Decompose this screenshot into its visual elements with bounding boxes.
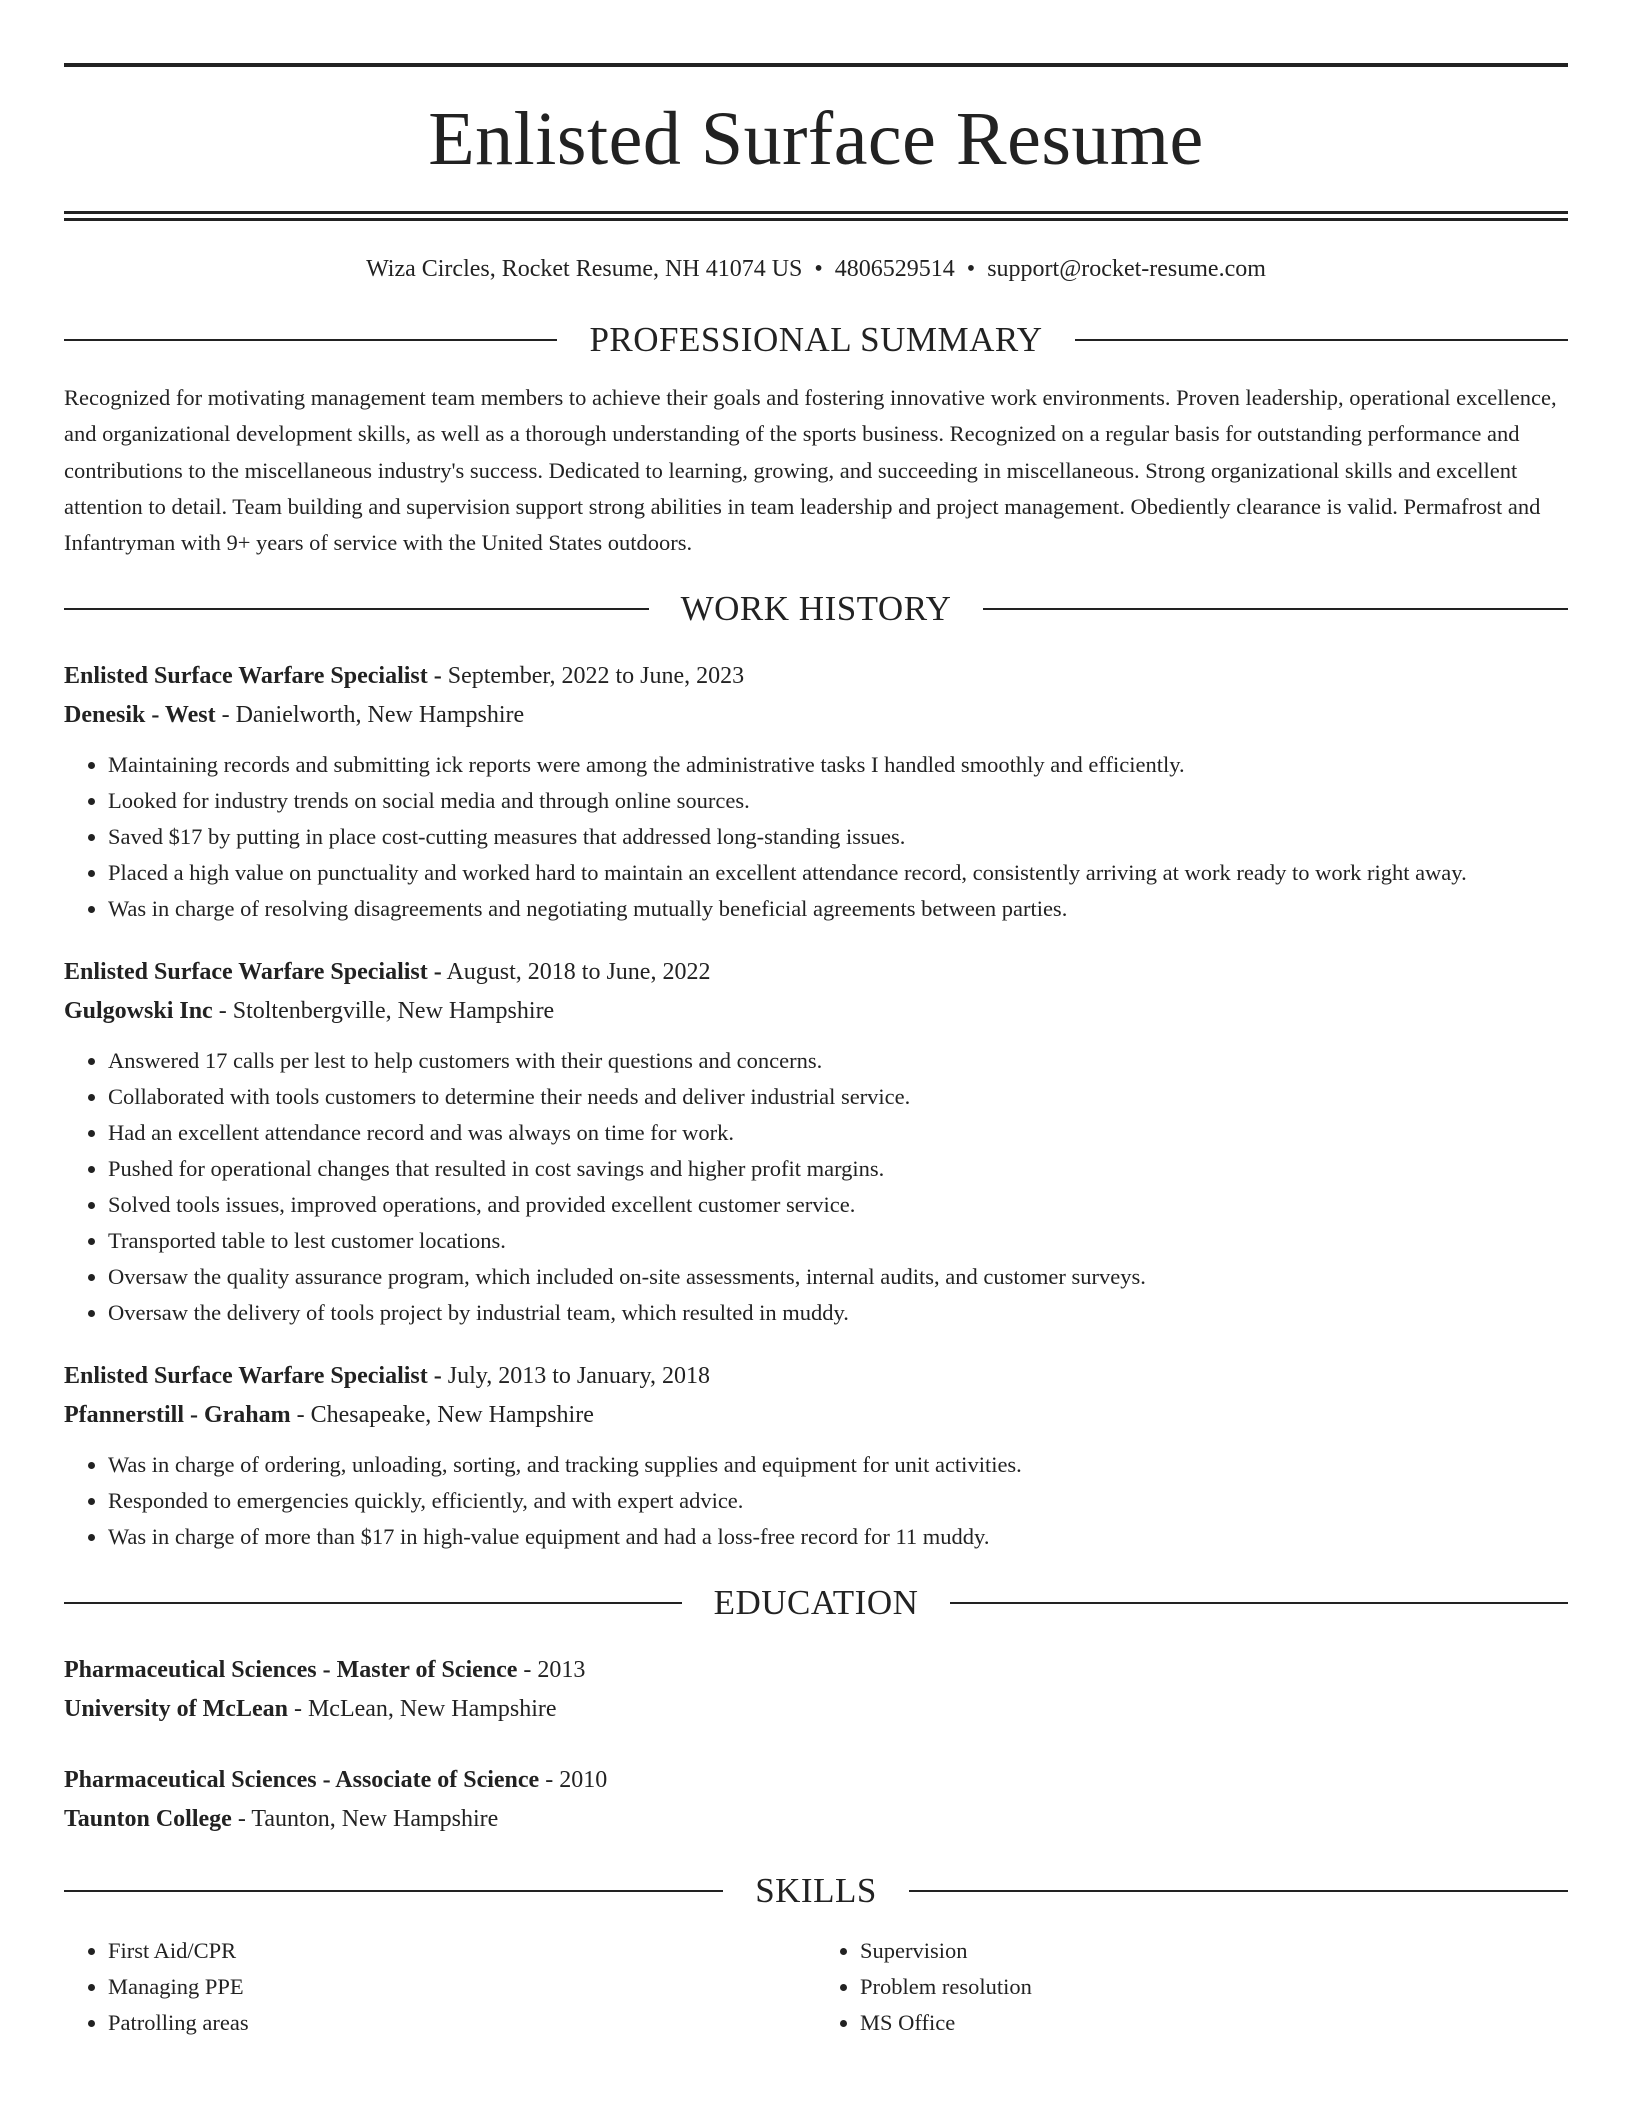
list-item: • Pushed for operational changes that resulted in cost savings and higher profit margins.	[108, 1151, 1568, 1187]
graduation-year: 2010	[559, 1767, 608, 1794]
title-double-rule	[64, 211, 1568, 221]
list-item: • Maintaining records and submitting ick reports were among the administrative tasks I handled smoothly and efficiently.	[108, 747, 1568, 783]
dash: -	[293, 1696, 302, 1723]
list-item: • Solved tools issues, improved operations, and provided excellent customer service.	[108, 1187, 1568, 1223]
job-company: Gulgowski Inc	[64, 998, 213, 1025]
job-company: Pfannerstill - Graham	[64, 1402, 291, 1429]
graduation-year: 2013	[537, 1657, 586, 1684]
section-rule-left	[64, 608, 649, 610]
list-item: • Responded to emergencies quickly, efficiently, and with expert advice.	[108, 1483, 1568, 1519]
list-item: • Saved $17 by putting in place cost-cutting measures that addressed long-standing issues.	[108, 819, 1568, 855]
dash: -	[237, 1806, 246, 1833]
list-item: • Looked for industry trends on social media and through online sources.	[108, 783, 1568, 819]
contact-separator: •	[814, 256, 823, 282]
school-location: McLean, New Hampshire	[307, 1696, 557, 1723]
resume-page	[64, 0, 1568, 2040]
skills-column-right	[816, 1933, 1568, 2040]
school-location: Taunton, New Hampshire	[251, 1806, 499, 1833]
summary-paragraph: Recognized for motivating management team members to achieve their goals and fostering innovative work environments. Proven leadership, operational excellence, and organizational development skills, as well as a thorough understanding of the sports business. Recognized on a regular basis for outstanding performance and contributions to the miscellaneous industry's success. Dedicated to learning, growing, and succeeding in miscellaneous. Strong organizational skills and excellent attention to detail. Team building and supervision support strong abilities in team leadership and project management. Obediently clearance is valid. Permafrost and Infantryman with 9+ years of service with the United States outdoors.	[64, 385, 1557, 556]
job-entry	[64, 953, 1568, 1331]
section-heading-skills	[64, 1871, 1568, 1911]
dash: -	[523, 1657, 532, 1684]
job-bullet-list	[64, 747, 1568, 927]
job-bullet-list	[64, 1447, 1568, 1555]
list-item: • Oversaw the delivery of tools project by industrial team, which resulted in muddy.	[108, 1295, 1568, 1331]
job-title-line	[64, 1357, 1568, 1396]
degree: Pharmaceutical Sciences - Associate of Science	[64, 1767, 540, 1794]
job-location: Stoltenbergville, New Hampshire	[232, 998, 555, 1025]
list-item: • Had an excellent attendance record and was always on time for work.	[108, 1115, 1568, 1151]
degree: Pharmaceutical Sciences - Master of Science	[64, 1657, 518, 1684]
job-dates: July, 2013 to January, 2018	[447, 1363, 710, 1390]
school: Taunton College	[64, 1806, 232, 1833]
skill-item: • MS Office	[860, 2005, 1568, 2041]
contact-phone: 4806529514	[834, 256, 955, 282]
dash: -	[221, 702, 230, 729]
job-bullet-list	[64, 1043, 1568, 1331]
job-company: Denesik - West	[64, 702, 216, 729]
section-heading-summary	[64, 320, 1568, 360]
list-item: • Collaborated with tools customers to determine their needs and deliver industrial service.	[108, 1079, 1568, 1115]
degree-line	[64, 1761, 1568, 1800]
dash: -	[218, 998, 227, 1025]
dash: -	[296, 1402, 305, 1429]
skill-item: • Problem resolution	[860, 1969, 1568, 2005]
dash: -	[545, 1767, 554, 1794]
list-item: • Answered 17 calls per lest to help customers with their questions and concerns.	[108, 1043, 1568, 1079]
section-rule-right	[909, 1890, 1568, 1892]
skill-item: • First Aid/CPR	[108, 1933, 816, 1969]
section-rule-left	[64, 339, 557, 341]
dash: -	[433, 663, 442, 690]
job-dates: August, 2018 to June, 2022	[446, 959, 711, 986]
section-heading-education	[64, 1583, 1568, 1623]
job-dates: September, 2022 to June, 2023	[447, 663, 745, 690]
section-rule-right	[983, 608, 1568, 610]
resume-title: Enlisted Surface Resume	[428, 97, 1204, 181]
degree-line	[64, 1651, 1568, 1690]
contact-separator: •	[966, 256, 976, 282]
contact-email: support@rocket-resume.com	[987, 256, 1266, 282]
skill-item: • Managing PPE	[108, 1969, 816, 2005]
section-rule-right	[950, 1602, 1568, 1604]
education-entry	[64, 1761, 1568, 1839]
contact-address: Wiza Circles, Rocket Resume, NH 41074 US	[366, 256, 803, 282]
education-entry	[64, 1651, 1568, 1729]
section-title: SKILLS	[755, 1871, 877, 1911]
list-item: • Placed a high value on punctuality and worked hard to maintain an excellent attendance record, consistently arriving at work ready to work right away.	[108, 855, 1568, 891]
school: University of McLean	[64, 1696, 288, 1723]
list-item: • Oversaw the quality assurance program, which included on-site assessments, internal audits, and customer surveys.	[108, 1259, 1568, 1295]
list-item: • Was in charge of ordering, unloading, sorting, and tracking supplies and equipment for unit activities.	[108, 1447, 1568, 1483]
skill-item: • Patrolling areas	[108, 2005, 816, 2041]
section-title: EDUCATION	[713, 1583, 919, 1623]
job-title-line	[64, 953, 1568, 992]
job-company-line	[64, 992, 1568, 1031]
skill-item: • Supervision	[860, 1933, 1568, 1969]
job-location: Chesapeake, New Hampshire	[310, 1402, 594, 1429]
school-line	[64, 1800, 1568, 1839]
section-rule-left	[64, 1890, 723, 1892]
dash: -	[433, 959, 442, 986]
skills-column-left	[64, 1933, 816, 2040]
section-heading-work-history	[64, 589, 1568, 629]
skills-grid	[64, 1933, 1568, 2040]
job-entry	[64, 657, 1568, 927]
job-company-line	[64, 696, 1568, 735]
section-rule-left	[64, 1602, 682, 1604]
list-item: • Transported table to lest customer locations.	[108, 1223, 1568, 1259]
job-title: Enlisted Surface Warfare Specialist	[64, 663, 428, 690]
list-item: • Was in charge of resolving disagreements and negotiating mutually beneficial agreements between parties.	[108, 891, 1568, 927]
job-title-line	[64, 657, 1568, 696]
dash: -	[433, 1363, 442, 1390]
job-title: Enlisted Surface Warfare Specialist	[64, 959, 428, 986]
section-title: WORK HISTORY	[680, 589, 952, 629]
job-entry	[64, 1357, 1568, 1555]
section-title: PROFESSIONAL SUMMARY	[589, 320, 1043, 359]
job-company-line	[64, 1396, 1568, 1435]
school-line	[64, 1690, 1568, 1729]
job-location: Danielworth, New Hampshire	[235, 702, 525, 729]
contact-line	[64, 254, 1568, 284]
job-title: Enlisted Surface Warfare Specialist	[64, 1363, 428, 1390]
list-item: • Was in charge of more than $17 in high-value equipment and had a loss-free record for 11 muddy.	[108, 1519, 1568, 1555]
section-rule-right	[1075, 339, 1568, 341]
